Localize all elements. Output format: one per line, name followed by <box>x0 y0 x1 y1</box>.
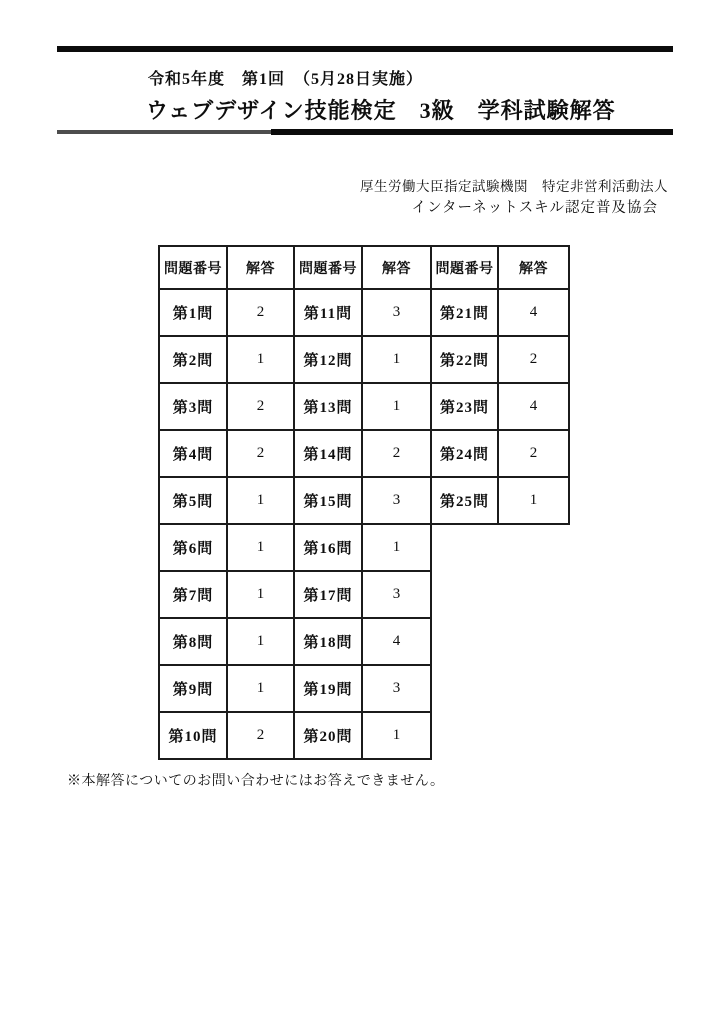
column-header-answer: 解答 <box>498 246 569 289</box>
question-cell: 第14問 <box>294 430 362 477</box>
question-cell: 第7問 <box>159 571 227 618</box>
question-cell: 第12問 <box>294 336 362 383</box>
answer-cell: 1 <box>362 336 431 383</box>
answer-cell: 1 <box>227 665 294 712</box>
answer-cell: 1 <box>362 712 431 759</box>
question-cell: 第24問 <box>431 430 498 477</box>
answer-cell: 1 <box>498 477 569 524</box>
issuer-agency-line: 厚生労働大臣指定試験機関 特定非営利活動法人 <box>360 179 668 194</box>
answer-cell: 2 <box>227 383 294 430</box>
question-cell: 第10問 <box>159 712 227 759</box>
answer-cell: 2 <box>498 336 569 383</box>
answer-cell: 2 <box>227 289 294 336</box>
title-underline-thick <box>271 129 673 135</box>
session-info: 令和5年度 第1回 （5月28日実施） <box>148 71 424 88</box>
answer-cell: 1 <box>362 524 431 571</box>
question-cell: 第2問 <box>159 336 227 383</box>
answer-cell <box>498 524 569 571</box>
answer-cell <box>498 618 569 665</box>
table-row <box>159 618 569 665</box>
question-cell: 第17問 <box>294 571 362 618</box>
answer-cell: 1 <box>227 571 294 618</box>
question-cell: 第16問 <box>294 524 362 571</box>
question-cell <box>431 665 498 712</box>
answer-cell <box>498 665 569 712</box>
answer-cell: 4 <box>498 289 569 336</box>
answer-cell: 3 <box>362 571 431 618</box>
column-header-question: 問題番号 <box>159 246 227 289</box>
table-row <box>159 383 569 430</box>
issuer-info <box>360 180 668 215</box>
answer-cell: 1 <box>227 524 294 571</box>
answer-cell: 3 <box>362 665 431 712</box>
question-cell: 第21問 <box>431 289 498 336</box>
question-cell: 第6問 <box>159 524 227 571</box>
table-row <box>159 712 569 759</box>
question-cell: 第1問 <box>159 289 227 336</box>
table-row <box>159 430 569 477</box>
issuer-org-name: インターネットスキル認定普及協会 <box>411 199 658 216</box>
question-cell: 第3問 <box>159 383 227 430</box>
answer-cell: 2 <box>227 712 294 759</box>
column-header-question: 問題番号 <box>431 246 498 289</box>
header-row <box>159 246 569 289</box>
answer-cell: 1 <box>227 336 294 383</box>
question-cell: 第11問 <box>294 289 362 336</box>
question-cell <box>431 712 498 759</box>
title-underline-thin <box>57 130 271 134</box>
answer-cell <box>498 712 569 759</box>
table-row <box>159 524 569 571</box>
answer-cell: 4 <box>362 618 431 665</box>
question-cell: 第20問 <box>294 712 362 759</box>
question-cell <box>431 524 498 571</box>
table-row <box>159 289 569 336</box>
question-cell <box>431 618 498 665</box>
answer-table-body <box>159 289 569 759</box>
answer-cell: 1 <box>227 477 294 524</box>
answer-cell: 3 <box>362 477 431 524</box>
column-header-question: 問題番号 <box>294 246 362 289</box>
question-cell: 第18問 <box>294 618 362 665</box>
answer-cell: 1 <box>227 618 294 665</box>
answer-cell: 3 <box>362 289 431 336</box>
answer-cell: 2 <box>227 430 294 477</box>
question-cell: 第23問 <box>431 383 498 430</box>
top-rule-line <box>57 46 673 52</box>
question-cell: 第19問 <box>294 665 362 712</box>
question-cell: 第15問 <box>294 477 362 524</box>
answer-cell <box>498 571 569 618</box>
column-header-answer: 解答 <box>227 246 294 289</box>
answer-table <box>158 245 570 760</box>
page-title: ウェブデザイン技能検定 3級 学科試験解答 <box>146 98 616 123</box>
table-row <box>159 336 569 383</box>
answer-cell: 4 <box>498 383 569 430</box>
question-cell: 第13問 <box>294 383 362 430</box>
column-header-answer: 解答 <box>362 246 431 289</box>
question-cell: 第25問 <box>431 477 498 524</box>
answer-cell: 2 <box>498 430 569 477</box>
table-row <box>159 477 569 524</box>
table-row <box>159 571 569 618</box>
question-cell: 第22問 <box>431 336 498 383</box>
question-cell: 第5問 <box>159 477 227 524</box>
question-cell: 第4問 <box>159 430 227 477</box>
question-cell <box>431 571 498 618</box>
disclaimer-note: ※本解答についてのお問い合わせにはお答えできません。 <box>67 774 445 789</box>
answer-table-head <box>159 246 569 289</box>
answer-cell: 1 <box>362 383 431 430</box>
table-row <box>159 665 569 712</box>
answer-cell: 2 <box>362 430 431 477</box>
question-cell: 第8問 <box>159 618 227 665</box>
question-cell: 第9問 <box>159 665 227 712</box>
